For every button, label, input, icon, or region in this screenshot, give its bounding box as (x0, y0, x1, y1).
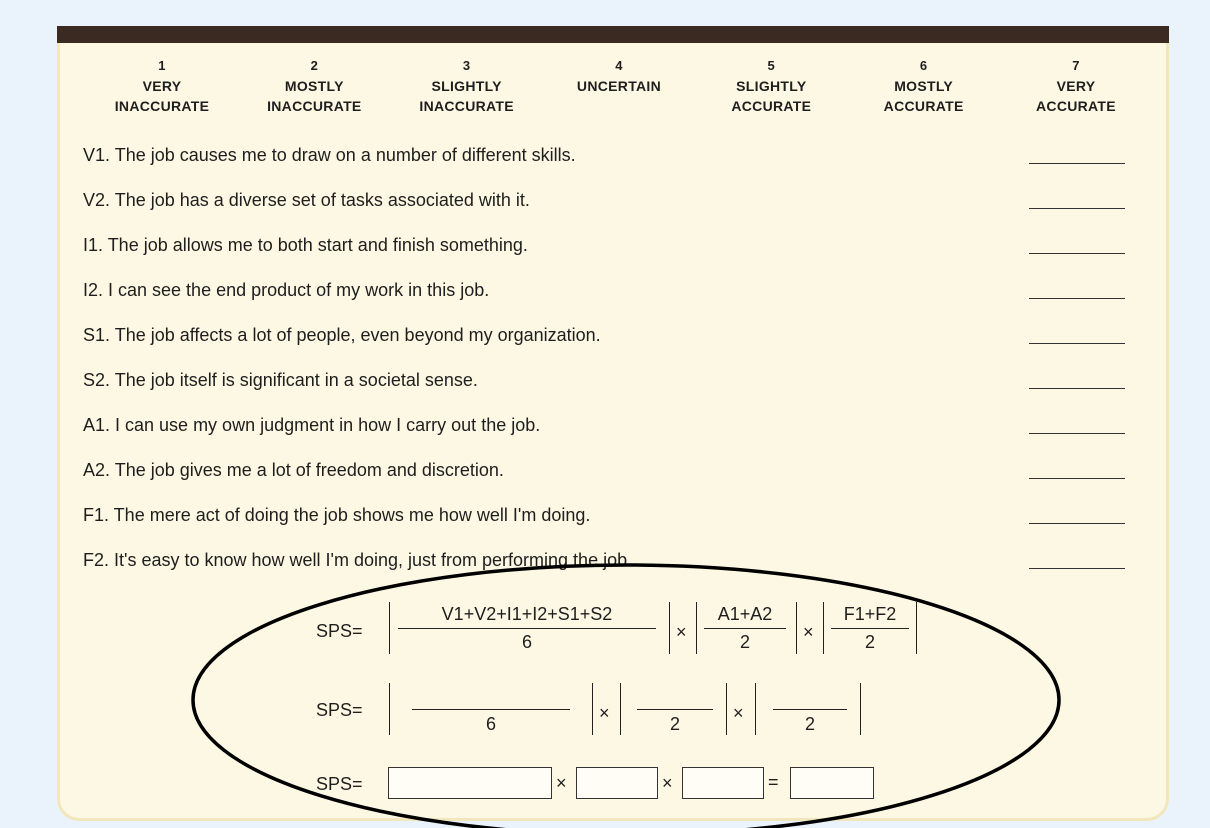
scale-label-line2: INACCURATE (114, 98, 210, 114)
answer-blank[interactable] (1029, 568, 1125, 569)
survey-item (83, 143, 1163, 188)
scale-label-line2: ACCURATE (1036, 98, 1116, 114)
answer-blank[interactable] (1029, 163, 1125, 164)
scale-number: 4 (615, 58, 623, 73)
times-sign: × (599, 703, 610, 723)
bracket-bar (916, 602, 917, 654)
survey-item (83, 548, 1163, 593)
scale-number: 3 (462, 58, 471, 73)
times-sign: × (662, 773, 673, 793)
equals-sign: = (768, 772, 779, 792)
scale-number: 5 (767, 58, 776, 73)
scale-number: 7 (1072, 58, 1080, 73)
fraction-line (637, 709, 713, 710)
answer-blank[interactable] (1029, 253, 1125, 254)
survey-card (57, 26, 1169, 821)
denominator-autonomy: 2 (669, 714, 680, 734)
scale-label-line1: MOSTLY (894, 78, 954, 94)
survey-item (83, 368, 1163, 413)
fraction-line (773, 709, 847, 710)
bracket-bar (620, 683, 621, 735)
survey-items (83, 143, 1163, 593)
bracket-bar (389, 602, 390, 654)
item-text: V1. The job causes me to draw on a number of different skills. (83, 145, 576, 165)
scale-option-7 (1001, 56, 1151, 116)
scale-option-4 (544, 56, 694, 116)
survey-item (83, 278, 1163, 323)
item-text: F2. It's easy to know how well I'm doing, just from performing the job. (83, 550, 633, 570)
bracket-bar (726, 683, 727, 735)
numerator-feedback: F1+F2 (843, 604, 897, 624)
scale-option-6 (849, 56, 999, 116)
fraction-line (831, 628, 909, 629)
bracket-bar (389, 683, 390, 735)
scale-label-line1: VERY (1056, 78, 1096, 94)
survey-item (83, 188, 1163, 233)
bracket-bar (755, 683, 756, 735)
denominator-autonomy: 2 (739, 632, 750, 652)
answer-blank[interactable] (1029, 343, 1125, 344)
scale-option-1 (87, 56, 237, 116)
times-sign: × (676, 622, 687, 642)
item-text: I2. I can see the end product of my work in this job. (83, 280, 490, 300)
scale-number: 6 (919, 58, 928, 73)
bracket-bar (696, 602, 697, 654)
autonomy-result-box[interactable] (576, 767, 658, 799)
scale-option-3 (392, 56, 542, 116)
scale-label-line2: INACCURATE (267, 98, 362, 114)
answer-blank[interactable] (1029, 208, 1125, 209)
denominator-vis: 6 (521, 632, 532, 652)
top-bar (57, 26, 1169, 43)
numerator-autonomy: A1+A2 (717, 604, 773, 624)
sps-label: SPS= (316, 700, 363, 720)
item-text: I1. The job allows me to both start and finish something. (83, 235, 528, 255)
answer-blank[interactable] (1029, 388, 1125, 389)
rating-scale-header (87, 56, 1151, 116)
denominator-feedback: 2 (804, 714, 815, 734)
bracket-bar (823, 602, 824, 654)
bracket-bar (592, 683, 593, 735)
fraction-line (412, 709, 570, 710)
answer-blank[interactable] (1029, 433, 1125, 434)
answer-blank[interactable] (1029, 298, 1125, 299)
scale-label-line1: SLIGHTLY (431, 78, 502, 94)
item-text: F1. The mere act of doing the job shows me how well I'm doing. (83, 505, 591, 525)
times-sign: × (556, 773, 567, 793)
scale-option-2 (239, 56, 389, 116)
bracket-bar (669, 602, 670, 654)
bracket-bar (860, 683, 861, 735)
answer-blank[interactable] (1029, 478, 1125, 479)
denominator-feedback: 2 (864, 632, 875, 652)
scale-number: 2 (310, 58, 319, 73)
denominator-vis: 6 (485, 714, 496, 734)
item-text: A2. The job gives me a lot of freedom and discretion. (83, 460, 504, 480)
scale-label-line1: SLIGHTLY (736, 78, 807, 94)
survey-item (83, 233, 1163, 278)
times-sign: × (803, 622, 814, 642)
fraction-line (704, 628, 786, 629)
bracket-bar (796, 602, 797, 654)
sps-result-box[interactable] (790, 767, 874, 799)
scale-label-line2: ACCURATE (731, 98, 812, 114)
scale-label-line1: VERY (142, 78, 182, 94)
answer-blank[interactable] (1029, 523, 1125, 524)
sps-label: SPS= (316, 621, 363, 641)
scale-number: 1 (158, 58, 166, 73)
scale-option-5 (696, 56, 846, 116)
feedback-result-box[interactable] (682, 767, 764, 799)
scale-label-line1: MOSTLY (284, 78, 344, 94)
vis-result-box[interactable] (388, 767, 552, 799)
scale-label-line2: ACCURATE (883, 98, 964, 114)
item-text: S2. The job itself is significant in a societal sense. (83, 370, 478, 390)
fraction-line (398, 628, 656, 629)
times-sign: × (733, 703, 744, 723)
survey-item (83, 458, 1163, 503)
numerator-vis: V1+V2+I1+I2+S1+S2 (441, 604, 613, 624)
item-text: V2. The job has a diverse set of tasks associated with it. (83, 190, 530, 210)
survey-item (83, 503, 1163, 548)
survey-item (83, 323, 1163, 368)
item-text: S1. The job affects a lot of people, even beyond my organization. (83, 325, 601, 345)
scale-label-line2: INACCURATE (419, 98, 514, 114)
survey-item (83, 413, 1163, 458)
item-text: A1. I can use my own judgment in how I carry out the job. (83, 415, 541, 435)
scale-label-line1: UNCERTAIN (576, 78, 662, 94)
sps-label: SPS= (316, 774, 363, 794)
